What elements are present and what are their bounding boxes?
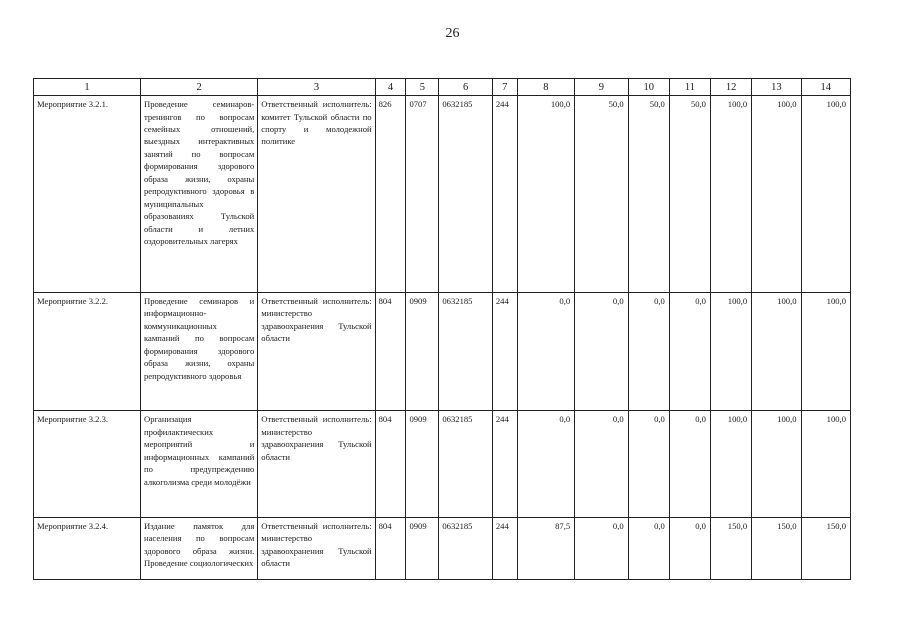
section-code-cell: 0909 xyxy=(406,517,439,579)
event-id-cell: Мероприятие 3.2.2. xyxy=(34,292,141,410)
section-code-cell: 0909 xyxy=(406,411,439,517)
column-number: 4 xyxy=(375,79,406,96)
target-article-cell: 0632185 xyxy=(439,517,493,579)
event-id-cell: Мероприятие 3.2.1. xyxy=(34,96,141,293)
table-row xyxy=(34,292,851,410)
executor-cell: Ответственный исполнитель: комитет Тульской области по спорту и молодежной политике xyxy=(258,96,375,293)
executor-cell: Ответственный исполнитель: министерство здравоохранения Тульской области xyxy=(258,411,375,517)
amount-cell: 100,0 xyxy=(710,292,751,410)
column-number: 1 xyxy=(34,79,141,96)
amount-cell: 50,0 xyxy=(628,96,669,293)
executor-cell: Ответственный исполнитель: министерство здравоохранения Тульской области xyxy=(258,517,375,579)
expense-type-cell: 244 xyxy=(492,411,517,517)
amount-cell: 0,0 xyxy=(575,517,629,579)
section-code-cell: 0707 xyxy=(406,96,439,293)
amount-cell: 100,0 xyxy=(752,96,801,293)
event-id-cell: Мероприятие 3.2.4. xyxy=(34,517,141,579)
column-number: 13 xyxy=(752,79,801,96)
target-article-cell: 0632185 xyxy=(439,292,493,410)
page-number: 26 xyxy=(445,26,460,41)
expense-type-cell: 244 xyxy=(492,96,517,293)
amount-cell: 0,0 xyxy=(575,292,629,410)
column-number: 5 xyxy=(406,79,439,96)
amount-cell: 100,0 xyxy=(801,292,850,410)
table-row xyxy=(34,411,851,517)
column-number: 3 xyxy=(258,79,375,96)
column-number: 8 xyxy=(517,79,575,96)
amount-cell: 50,0 xyxy=(575,96,629,293)
amount-cell: 100,0 xyxy=(710,96,751,293)
amount-cell: 0,0 xyxy=(628,517,669,579)
amount-cell: 0,0 xyxy=(669,411,710,517)
amount-cell: 100,0 xyxy=(517,96,575,293)
column-number: 12 xyxy=(710,79,751,96)
column-number: 14 xyxy=(801,79,850,96)
amount-cell: 87,5 xyxy=(517,517,575,579)
gr-code-cell: 804 xyxy=(375,411,406,517)
amount-cell: 0,0 xyxy=(628,292,669,410)
amount-cell: 100,0 xyxy=(752,292,801,410)
gr-code-cell: 826 xyxy=(375,96,406,293)
gr-code-cell: 804 xyxy=(375,517,406,579)
description-cell: Проведение семинаров и информационно-коммуникационных кампаний по вопросам формирования здорового образа жизни, охраны репродуктивного здоровья xyxy=(141,292,258,410)
table-row xyxy=(34,517,851,579)
section-code-cell: 0909 xyxy=(406,292,439,410)
column-number: 7 xyxy=(492,79,517,96)
column-number: 10 xyxy=(628,79,669,96)
amount-cell: 0,0 xyxy=(575,411,629,517)
amount-cell: 100,0 xyxy=(801,96,850,293)
amount-cell: 100,0 xyxy=(801,411,850,517)
column-number: 11 xyxy=(669,79,710,96)
description-cell: Организация профилактических мероприятий и информационных кампаний по предупреждению алкоголизма среди молодёжи xyxy=(141,411,258,517)
amount-cell: 0,0 xyxy=(628,411,669,517)
amount-cell: 50,0 xyxy=(669,96,710,293)
program-table xyxy=(33,78,851,580)
expense-type-cell: 244 xyxy=(492,292,517,410)
description-cell: Проведение семинаров-тренингов по вопросам семейных отношений, выездных интерактивных занятий по вопросам формирования здорового образа жизни, охраны репродуктивного здоровья в муниципальных образованиях Тульской области и летних оздоровительных лагерях xyxy=(141,96,258,293)
amount-cell: 100,0 xyxy=(710,411,751,517)
table-row xyxy=(34,96,851,293)
amount-cell: 150,0 xyxy=(801,517,850,579)
executor-cell: Ответственный исполнитель: министерство здравоохранения Тульской области xyxy=(258,292,375,410)
description-cell: Издание памяток для населения по вопросам здорового образа жизни. Проведение социологических xyxy=(141,517,258,579)
target-article-cell: 0632185 xyxy=(439,96,493,293)
column-number: 6 xyxy=(439,79,493,96)
gr-code-cell: 804 xyxy=(375,292,406,410)
amount-cell: 0,0 xyxy=(669,292,710,410)
expense-type-cell: 244 xyxy=(492,517,517,579)
amount-cell: 100,0 xyxy=(752,411,801,517)
amount-cell: 0,0 xyxy=(517,292,575,410)
amount-cell: 0,0 xyxy=(669,517,710,579)
amount-cell: 150,0 xyxy=(752,517,801,579)
target-article-cell: 0632185 xyxy=(439,411,493,517)
column-number: 2 xyxy=(141,79,258,96)
amount-cell: 150,0 xyxy=(710,517,751,579)
column-number-row xyxy=(34,79,851,96)
column-number: 9 xyxy=(575,79,629,96)
event-id-cell: Мероприятие 3.2.3. xyxy=(34,411,141,517)
amount-cell: 0,0 xyxy=(517,411,575,517)
